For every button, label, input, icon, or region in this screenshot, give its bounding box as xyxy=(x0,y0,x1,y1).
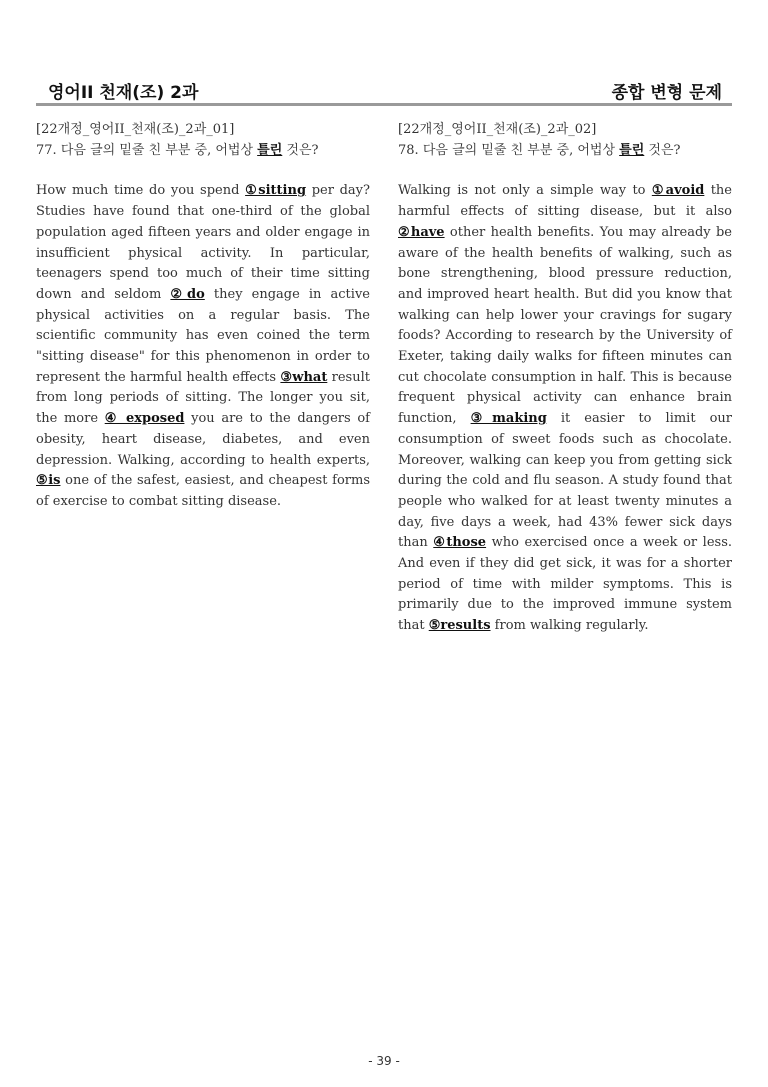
underlined-choice: ①avoid xyxy=(651,183,705,199)
passage-77 xyxy=(36,181,370,512)
underlined-choice: ②do xyxy=(170,286,205,302)
question-emphasis: 틀린 xyxy=(257,142,283,158)
question-code: [22개정_영어II_천재(조)_2과_02] xyxy=(398,122,597,137)
header-left-title: 영어II 천재(조) 2과 xyxy=(48,83,199,103)
underlined-choice: ③what xyxy=(280,369,328,385)
underlined-choice: ②have xyxy=(398,224,445,240)
underlined-choice: ⑤is xyxy=(36,473,61,489)
passage-segment: one of the safest, easiest, and cheapest forms of exercise to combat sitting disease. xyxy=(36,473,370,509)
question-prompt xyxy=(398,141,732,162)
passage-78 xyxy=(398,181,732,636)
question-text-post: 것은? xyxy=(648,142,681,158)
question-number: 77. xyxy=(36,142,57,158)
underlined-choice: ④those xyxy=(433,535,487,551)
passage-segment: How much time do you spend xyxy=(36,183,246,199)
passage-segment: other health benefits. You may already be aware of the health benefits of walking, such as bone strengthening, blood pressure reduction, and improved heart health. But did you know that walking can help lower your cravings for sugary foods? According to research by the University of Exeter, taking daily walks for fifteen minutes can cut chocolate consumption in half. This is because frequent physical activity can enhance brain function, xyxy=(398,224,732,427)
underlined-choice: ⑤results xyxy=(428,618,491,634)
page-header xyxy=(36,76,732,102)
passage-segment: from walking regularly. xyxy=(490,618,649,634)
question-78 xyxy=(398,120,732,637)
passage-segment: the harmful effects of sitting disease, but it also xyxy=(398,183,732,220)
question-77 xyxy=(36,120,370,513)
passage-segment: Walking is not only a simple way to xyxy=(398,183,652,199)
question-text-pre: 다음 글의 밑줄 친 부분 중, 어법상 xyxy=(422,142,616,158)
passage-segment: per day? Studies have found that one-third of the global population aged fifteen years and older engage in insufficient physical activity. In particular, teenagers spend too much of their time sitting down and seldom xyxy=(36,183,370,302)
underlined-choice: ①sitting xyxy=(245,183,307,199)
underlined-choice: ③making xyxy=(470,411,547,427)
passage-segment: who exercised once a week or less. And even if they did get sick, it was for a shorter period of time with milder symptoms. This is primarily due to the improved immune system that xyxy=(398,535,733,634)
passage-segment: they engage in active physical activities on a regular basis. The scientific community has even coined the term "sitting disease" for this phenomenon in order to represent the harmful health effects xyxy=(36,286,370,385)
question-text-post: 것은? xyxy=(286,142,319,158)
question-emphasis: 틀린 xyxy=(619,142,645,158)
underlined-choice: ④ exposed xyxy=(104,411,185,427)
passage-text xyxy=(398,181,732,636)
page-number: - 39 - xyxy=(368,1054,400,1068)
question-number: 78. xyxy=(398,142,419,158)
passage-text xyxy=(36,181,370,512)
passage-segment: it easier to limit our consumption of sweet foods such as chocolate. Moreover, walking can keep you from getting sick during the cold and flu season. A study found that people who walked for at least twenty minutes a day, five days a week, had 43% fewer sick days than xyxy=(398,411,733,551)
passage-segment: you are to the dangers of obesity, heart disease, diabetes, and even depression. Walking, according to health experts, xyxy=(36,411,370,468)
header-divider xyxy=(36,103,732,106)
passage-segment: result from long periods of sitting. The longer you sit, the more xyxy=(36,369,370,427)
header-right-title: 종합 변형 문제 xyxy=(611,83,722,103)
question-code: [22개정_영어II_천재(조)_2과_01] xyxy=(36,122,235,137)
question-prompt xyxy=(36,141,370,162)
question-text-pre: 다음 글의 밑줄 친 부분 중, 어법상 xyxy=(60,142,254,158)
